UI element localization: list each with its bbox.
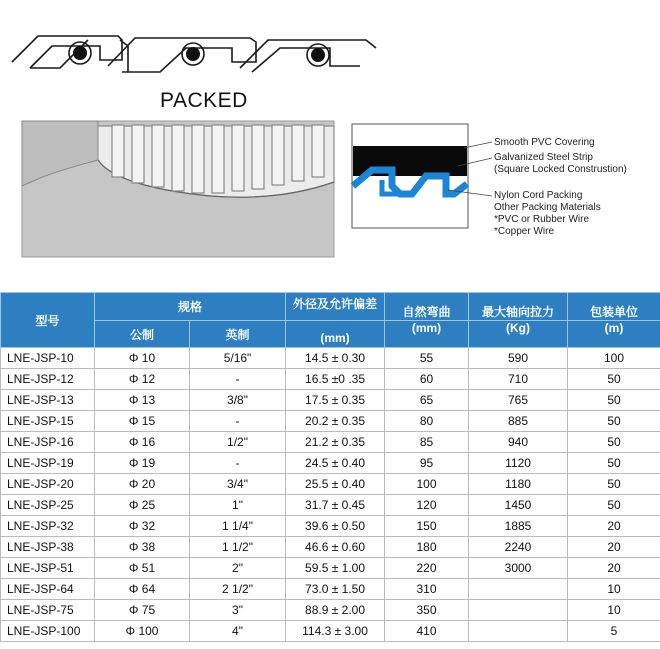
metric-cell: Φ 13 xyxy=(95,390,190,411)
metric-cell: Φ 12 xyxy=(95,369,190,390)
bend-radius-cell: 60 xyxy=(385,369,469,390)
pack-unit-cell: 50 xyxy=(568,432,660,453)
bend-radius-cell: 80 xyxy=(385,411,469,432)
bend-radius-cell: 65 xyxy=(385,390,469,411)
legend-line: Nylon Cord Packing xyxy=(494,190,583,201)
max-pull-cell: 1120 xyxy=(469,453,568,474)
max-pull-cell xyxy=(469,579,568,600)
metric-cell: Φ 51 xyxy=(95,558,190,579)
header-imperial: 英制 xyxy=(190,321,286,348)
pack-unit-cell: 20 xyxy=(568,516,660,537)
imperial-cell: 1 1/4" xyxy=(190,516,286,537)
model-cell: LNE-JSP-32 xyxy=(1,516,95,537)
pack-unit-cell: 50 xyxy=(568,474,660,495)
max-pull-cell: 710 xyxy=(469,369,568,390)
legend-line: (Square Locked Construstion) xyxy=(494,164,627,175)
legend-packing xyxy=(494,190,601,238)
table-row xyxy=(1,390,660,411)
table-row xyxy=(1,369,660,390)
bend-radius-cell: 350 xyxy=(385,600,469,621)
header-pack-unit: (m) xyxy=(568,321,660,348)
legend-line: Smooth PVC Covering xyxy=(494,137,595,148)
pack-unit-cell: 10 xyxy=(568,600,660,621)
imperial-cell: 4" xyxy=(190,621,286,642)
imperial-cell: 5/16" xyxy=(190,348,286,369)
model-cell: LNE-JSP-20 xyxy=(1,474,95,495)
metric-cell: Φ 10 xyxy=(95,348,190,369)
metric-cell: Φ 64 xyxy=(95,579,190,600)
max-pull-cell: 3000 xyxy=(469,558,568,579)
bend-radius-cell: 120 xyxy=(385,495,469,516)
imperial-cell: 1" xyxy=(190,495,286,516)
imperial-cell: - xyxy=(190,369,286,390)
max-pull-cell: 765 xyxy=(469,390,568,411)
bend-radius-cell: 85 xyxy=(385,432,469,453)
od-tolerance-cell: 39.6 ± 0.50 xyxy=(286,516,385,537)
model-cell: LNE-JSP-25 xyxy=(1,495,95,516)
table-row xyxy=(1,432,660,453)
pack-unit-cell: 100 xyxy=(568,348,660,369)
pack-unit-cell: 50 xyxy=(568,495,660,516)
table-row xyxy=(1,516,660,537)
specification-table-body xyxy=(1,348,660,642)
bend-radius-cell: 55 xyxy=(385,348,469,369)
header-od-unit: (mm) xyxy=(286,321,385,348)
table-row xyxy=(1,348,660,369)
metric-cell: Φ 25 xyxy=(95,495,190,516)
od-tolerance-cell: 16.5 ±0 .35 xyxy=(286,369,385,390)
od-tolerance-cell: 17.5 ± 0.35 xyxy=(286,390,385,411)
metric-cell: Φ 19 xyxy=(95,453,190,474)
od-tolerance-cell: 46.6 ± 0.60 xyxy=(286,537,385,558)
packing-cord-circles xyxy=(69,42,329,66)
imperial-cell: 3/8" xyxy=(190,390,286,411)
imperial-cell: 3/4" xyxy=(190,474,286,495)
pack-unit-cell: 50 xyxy=(568,411,660,432)
table-row xyxy=(1,411,660,432)
model-cell: LNE-JSP-64 xyxy=(1,579,95,600)
header-pull-unit: (Kg) xyxy=(469,321,568,348)
pack-unit-cell: 5 xyxy=(568,621,660,642)
legend-line: Other Packing Materials xyxy=(494,202,601,213)
table-row xyxy=(1,558,660,579)
metric-cell: Φ 38 xyxy=(95,537,190,558)
table-row xyxy=(1,621,660,642)
imperial-cell: - xyxy=(190,453,286,474)
model-cell: LNE-JSP-75 xyxy=(1,600,95,621)
max-pull-cell: 940 xyxy=(469,432,568,453)
max-pull-cell xyxy=(469,621,568,642)
od-tolerance-cell: 73.0 ± 1.50 xyxy=(286,579,385,600)
max-pull-cell xyxy=(469,600,568,621)
legend-line: *PVC or Rubber Wire xyxy=(494,214,590,225)
pack-unit-cell: 50 xyxy=(568,369,660,390)
bend-radius-cell: 150 xyxy=(385,516,469,537)
imperial-cell: - xyxy=(190,411,286,432)
od-tolerance-cell: 21.2 ± 0.35 xyxy=(286,432,385,453)
metric-cell: Φ 16 xyxy=(95,432,190,453)
bend-radius-cell: 310 xyxy=(385,579,469,600)
table-row xyxy=(1,537,660,558)
bend-radius-cell: 95 xyxy=(385,453,469,474)
pack-unit-cell: 10 xyxy=(568,579,660,600)
table-row xyxy=(1,453,660,474)
pack-unit-cell: 20 xyxy=(568,537,660,558)
header-od-tolerance: 外径及允许偏差 xyxy=(286,293,385,321)
imperial-cell: 3" xyxy=(190,600,286,621)
imperial-cell: 2" xyxy=(190,558,286,579)
bend-radius-cell: 100 xyxy=(385,474,469,495)
legend-steel-strip xyxy=(494,152,627,176)
max-pull-cell: 1450 xyxy=(469,495,568,516)
model-cell: LNE-JSP-16 xyxy=(1,432,95,453)
bend-radius-cell: 220 xyxy=(385,558,469,579)
legend-line: Galvanized Steel Strip xyxy=(494,152,593,163)
legend-line: *Copper Wire xyxy=(494,226,555,237)
header-spec: 规格 xyxy=(95,293,286,321)
metric-cell: Φ 20 xyxy=(95,474,190,495)
od-tolerance-cell: 25.5 ± 0.40 xyxy=(286,474,385,495)
od-tolerance-cell: 20.2 ± 0.35 xyxy=(286,411,385,432)
model-cell: LNE-JSP-100 xyxy=(1,621,95,642)
table-row xyxy=(1,600,660,621)
model-cell: LNE-JSP-19 xyxy=(1,453,95,474)
specification-table xyxy=(0,292,660,642)
imperial-cell: 1/2" xyxy=(190,432,286,453)
table-row xyxy=(1,495,660,516)
cross-section-detail xyxy=(352,124,468,228)
header-pull: 最大轴向拉力 xyxy=(469,293,568,321)
max-pull-cell: 1180 xyxy=(469,474,568,495)
model-cell: LNE-JSP-15 xyxy=(1,411,95,432)
bend-radius-cell: 180 xyxy=(385,537,469,558)
header-bend: 自然弯曲 xyxy=(385,293,469,321)
table-row xyxy=(1,474,660,495)
model-cell: LNE-JSP-38 xyxy=(1,537,95,558)
header-bend-unit: (mm) xyxy=(385,321,469,348)
od-tolerance-cell: 114.3 ± 3.00 xyxy=(286,621,385,642)
metric-cell: Φ 15 xyxy=(95,411,190,432)
imperial-cell: 2 1/2" xyxy=(190,579,286,600)
model-cell: LNE-JSP-10 xyxy=(1,348,95,369)
imperial-cell: 1 1/2" xyxy=(190,537,286,558)
od-tolerance-cell: 59.5 ± 1.00 xyxy=(286,558,385,579)
header-model: 型号 xyxy=(1,293,95,348)
bend-radius-cell: 410 xyxy=(385,621,469,642)
od-tolerance-cell: 24.5 ± 0.40 xyxy=(286,453,385,474)
max-pull-cell: 590 xyxy=(469,348,568,369)
table-row xyxy=(1,579,660,600)
pack-unit-cell: 50 xyxy=(568,453,660,474)
legend-smooth-pvc xyxy=(494,137,595,149)
model-cell: LNE-JSP-12 xyxy=(1,369,95,390)
od-tolerance-cell: 14.5 ± 0.30 xyxy=(286,348,385,369)
hose-cutaway-image xyxy=(22,121,334,257)
od-tolerance-cell: 88.9 ± 2.00 xyxy=(286,600,385,621)
metric-cell: Φ 32 xyxy=(95,516,190,537)
metric-cell: Φ 75 xyxy=(95,600,190,621)
pack-unit-cell: 50 xyxy=(568,390,660,411)
od-tolerance-cell: 31.7 ± 0.45 xyxy=(286,495,385,516)
header-pack: 包装单位 xyxy=(568,293,660,321)
packed-label: PACKED xyxy=(160,89,248,112)
max-pull-cell: 2240 xyxy=(469,537,568,558)
model-cell: LNE-JSP-13 xyxy=(1,390,95,411)
metric-cell: Φ 100 xyxy=(95,621,190,642)
max-pull-cell: 885 xyxy=(469,411,568,432)
max-pull-cell: 1885 xyxy=(469,516,568,537)
header-metric: 公制 xyxy=(95,321,190,348)
pack-unit-cell: 20 xyxy=(568,558,660,579)
model-cell: LNE-JSP-51 xyxy=(1,558,95,579)
